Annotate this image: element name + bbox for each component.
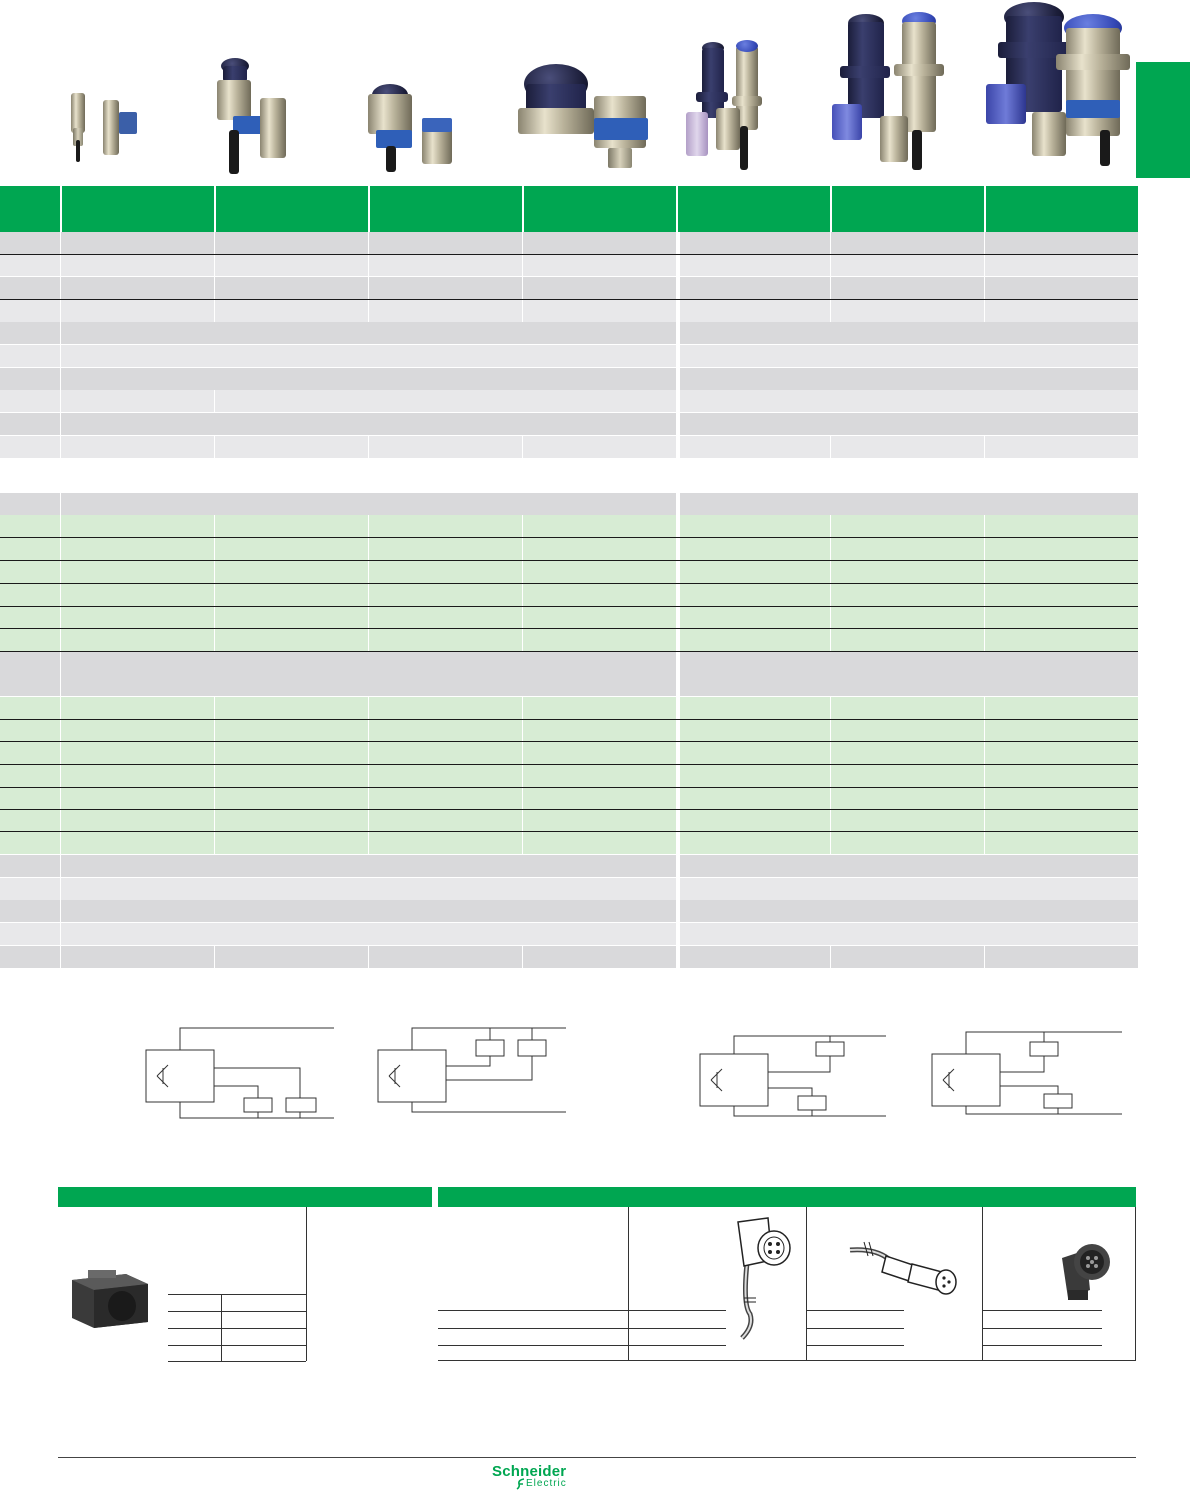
table-row	[0, 232, 1138, 254]
table-row	[0, 674, 1138, 696]
wiring-diagram-4	[926, 1024, 1126, 1129]
table-row	[0, 584, 1138, 606]
table-row	[0, 742, 1138, 764]
table-row	[0, 277, 1138, 299]
sensor-photo-m12	[360, 0, 460, 180]
wiring-diagram-2	[372, 1020, 572, 1125]
row-rule	[0, 764, 1138, 765]
straight-connector-cable-photo	[846, 1238, 966, 1298]
table-row	[0, 390, 1138, 412]
footer-rule	[58, 1457, 1136, 1458]
sensor-photo-m30	[512, 0, 652, 180]
table-row	[0, 413, 1138, 435]
section-tab	[1136, 62, 1190, 178]
table-row	[0, 300, 1138, 322]
sensor-photo-m18-group	[828, 0, 968, 180]
table-row	[0, 923, 1138, 945]
angled-connector-cable-photo	[728, 1214, 798, 1344]
table-row	[0, 900, 1138, 922]
row-rule	[0, 719, 1138, 720]
sensor-photo-m30-group	[980, 0, 1140, 180]
sensor-photo-m12-flush	[205, 0, 295, 180]
table-row	[0, 322, 1138, 344]
table-row	[0, 607, 1138, 629]
table-row	[0, 788, 1138, 810]
table-row	[0, 254, 1138, 276]
row-rule	[0, 809, 1138, 810]
row-rule	[0, 651, 1138, 652]
row-rule	[0, 560, 1138, 561]
wiring-diagram-1	[140, 1020, 340, 1125]
table-row	[0, 629, 1138, 651]
wiring-diagram-3	[694, 1024, 894, 1129]
table-row	[0, 946, 1138, 968]
table-row	[0, 855, 1138, 877]
table-row	[0, 765, 1138, 787]
table-row	[0, 652, 1138, 674]
row-rule	[0, 299, 1138, 300]
row-rule	[0, 831, 1138, 832]
mounting-bracket-photo	[68, 1262, 152, 1330]
table-row	[0, 810, 1138, 832]
accessories-header-left	[58, 1187, 432, 1207]
logo-wordmark: Schneider	[492, 1463, 567, 1480]
table-row	[0, 878, 1138, 900]
table-row	[0, 832, 1138, 854]
table-row	[0, 515, 1138, 537]
row-rule	[0, 254, 1138, 255]
table-row	[0, 561, 1138, 583]
sensor-photo-m8	[55, 0, 145, 180]
row-rule	[0, 606, 1138, 607]
table-row	[0, 345, 1138, 367]
table-row	[0, 436, 1138, 458]
table-row	[0, 538, 1138, 560]
table-row	[0, 697, 1138, 719]
row-rule	[0, 583, 1138, 584]
logo-subline: Electric	[526, 1478, 567, 1489]
row-rule	[0, 628, 1138, 629]
schneider-electric-logo	[490, 1463, 585, 1491]
table-row	[0, 368, 1138, 390]
table-header	[0, 186, 1138, 232]
angled-connector-photo	[1056, 1236, 1116, 1306]
row-rule	[0, 537, 1138, 538]
sensor-photo-m12-group	[680, 0, 780, 180]
row-rule	[0, 787, 1138, 788]
accessories-header-right	[438, 1187, 1136, 1207]
row-rule	[0, 741, 1138, 742]
table-row	[0, 720, 1138, 742]
table-row	[0, 493, 1138, 515]
